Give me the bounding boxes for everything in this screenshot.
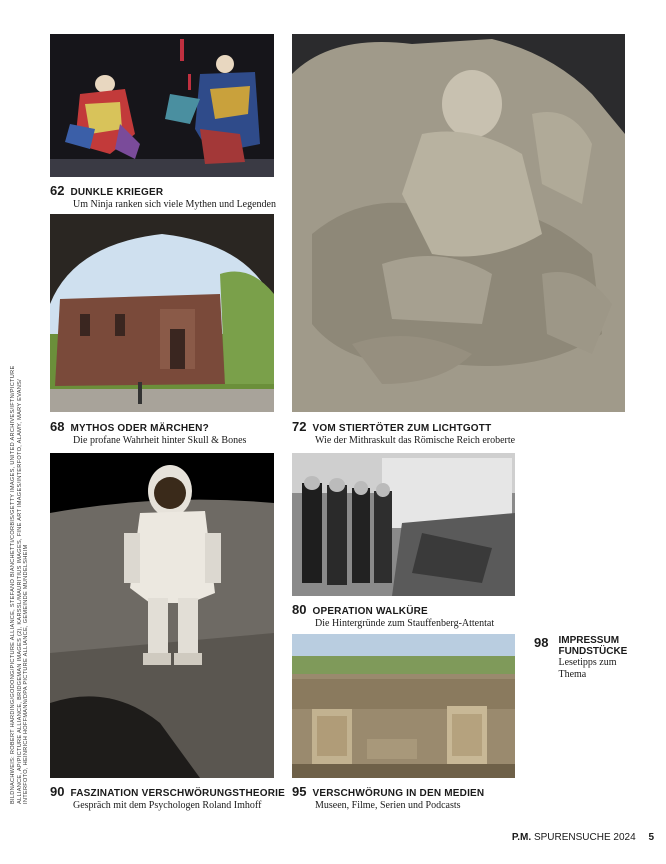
article-68-caption[interactable] — [50, 418, 280, 447]
article-95-subtitle: Museen, Filme, Serien und Podcasts — [315, 800, 461, 811]
article-62-title: DUNKLE KRIEGER — [70, 187, 164, 198]
impressum-subtitle-1: Lesetipps zum — [558, 657, 617, 668]
impressum-title-2: FUNDSTÜCKE — [558, 646, 628, 657]
article-62-subtitle: Um Ninja ranken sich viele Mythen und Legenden — [73, 199, 276, 210]
astronaut-moon-image[interactable] — [50, 453, 274, 778]
article-90-number: 90 — [50, 784, 65, 799]
mithras-relief-image[interactable] — [292, 34, 625, 412]
article-95-caption[interactable] — [292, 783, 532, 812]
article-90-title: FASZINATION VERSCHWÖRUNGSTHEORIE — [70, 788, 286, 799]
article-68-number: 68 — [50, 419, 65, 434]
page-footer — [512, 832, 654, 843]
footer-issue: SPURENSUCHE 2024 — [533, 832, 636, 843]
article-68-subtitle: Die profane Wahrheit hinter Skull & Bones — [73, 435, 247, 446]
article-90-caption[interactable] — [50, 783, 290, 812]
article-62-number: 62 — [50, 183, 65, 198]
footer-brand: P.M. — [511, 832, 532, 843]
picture-credits — [10, 344, 30, 804]
impressum-number: 98 — [534, 635, 549, 650]
walkure-photo-image[interactable] — [292, 453, 515, 596]
article-72-number: 72 — [292, 419, 307, 434]
article-72-caption[interactable] — [292, 418, 632, 447]
picture-credits-text: BILDNACHWEIS: ROBERT HARDING/GODONG/PICTURE ALLIANCE, STEFANO BIANCHETTI/CORBIS/GETTY IMAGES, UNITED ARCHIVES/IFTN/PICTURE ALLIANCE, AP/PICTURE ALLIANCE, BRIDGEMAN IMAGES (2), KARSSL/MAURITIUS IMAGES, FINE ART IMAGES/INTERFOTO, ALAMY, MARY EVANS/ INTERFOTO, HEINRICH HOFFMANN/DPA PICTURE ALLIANCE, GEMEINDE MUNDELSHEIM — [10, 365, 30, 804]
article-80-number: 80 — [292, 602, 307, 617]
page-number: 5 — [648, 832, 654, 843]
impressum-subtitle-2: Thema — [558, 669, 587, 680]
article-90-subtitle: Gespräch mit dem Psychologen Roland Imhoff — [73, 800, 262, 811]
article-80-caption[interactable] — [292, 601, 532, 630]
article-62-caption[interactable] — [50, 182, 280, 211]
impressum-title-1: IMPRESSUM — [558, 635, 620, 646]
article-80-title: OPERATION WALKÜRE — [312, 606, 428, 617]
article-68-title: MYTHOS ODER MÄRCHEN? — [70, 423, 209, 434]
article-95-number: 95 — [292, 784, 307, 799]
impressum-entry[interactable] — [534, 635, 644, 681]
article-72-subtitle: Wie der Mithraskult das Römische Reich eroberte — [315, 435, 516, 446]
article-80-subtitle: Die Hintergründe zum Stauffenberg-Attentat — [315, 618, 495, 629]
article-72-title: VOM STIERTÖTER ZUM LICHTGOTT — [312, 423, 492, 434]
tomb-building-image[interactable] — [50, 214, 274, 412]
excavation-site-image[interactable] — [292, 634, 515, 778]
article-95-title: VERSCHWÖRUNG IN DEN MEDIEN — [312, 788, 485, 799]
ninja-print-image[interactable] — [50, 34, 274, 177]
